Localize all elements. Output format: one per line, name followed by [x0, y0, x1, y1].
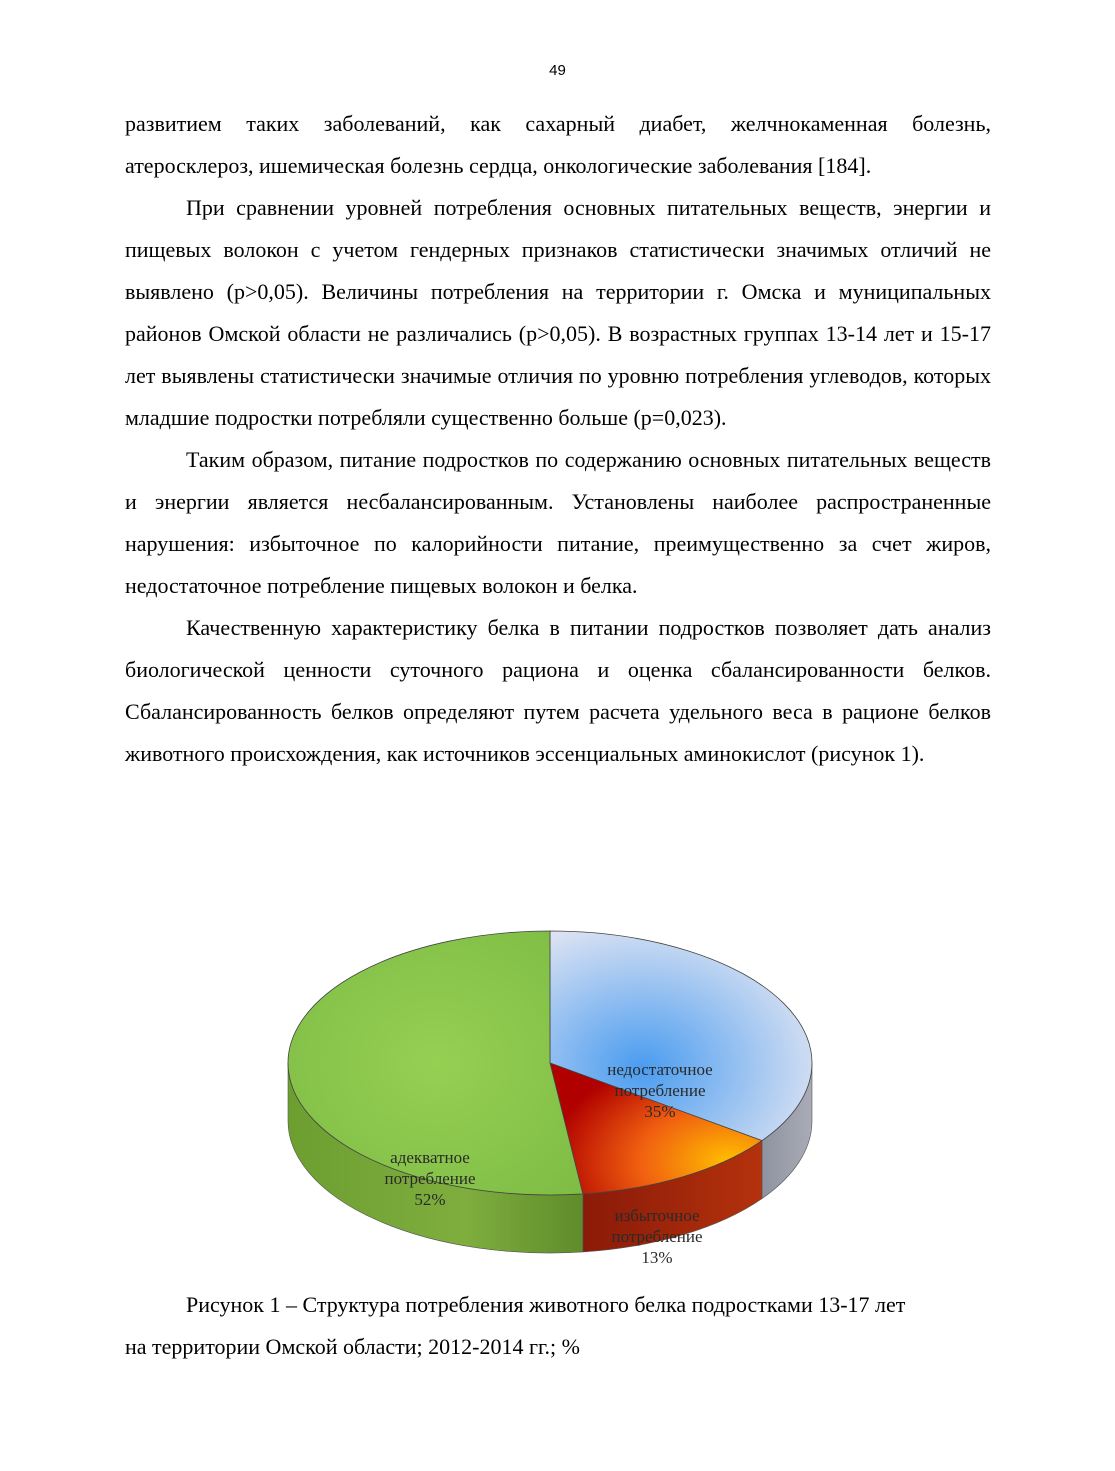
paragraph-1: развитием таких заболеваний, как сахарный диабет, желчнокаменная болезнь, атеросклероз, ишемическая болезнь сердца, онкологические заболевания [184].: [125, 111, 991, 178]
page-number: 49: [549, 62, 566, 79]
body-text: [125, 103, 991, 775]
figure-caption: [125, 1284, 991, 1368]
caption-line-2: на территории Омской области; 2012-2014 гг.; %: [125, 1334, 580, 1359]
pie-label-adequate: адекватное потребление 52%: [384, 1148, 476, 1209]
caption-line-1: Рисунок 1 – Структура потребления животного белка подростками 13-17 лет: [186, 1292, 906, 1317]
paragraph-3: Таким образом, питание подростков по содержанию основных питательных веществ и энергии является несбалансированным. Установлены наиболее распространенные нарушения: избыточное по калорийности питание, преимущественно за счет жиров, недостаточное потребление пищевых волокон и белка.: [125, 447, 991, 598]
pie-chart-svg: [270, 925, 830, 1267]
pie-label-excessive: избыточное потребление 13%: [611, 1206, 703, 1267]
pie-label-insufficient: недостаточное потребление 35%: [607, 1060, 713, 1121]
paragraph-4: Качественную характеристику белка в питании подростков позволяет дать анализ биологической ценности суточного рациона и оценка сбалансированности белков. Сбалансированность белков определяют путем расчета удельного веса в рационе белков животного происхождения, как источников эссенциальных аминокислот (рисунок 1).: [125, 615, 991, 766]
paragraph-2: При сравнении уровней потребления основных питательных веществ, энергии и пищевых волокон с учетом гендерных признаков статистически значимых отличий не выявлено (р>0,05). Величины потребления на территории г. Омска и муниципальных районов Омской области не различались (р>0,05). В возрастных группах 13-14 лет и 15-17 лет выявлены статистически значимые отличия по уровню потребления углеводов, которых младшие подростки потребляли существенно больше (р=0,023).: [125, 195, 991, 430]
pie-chart: [270, 925, 830, 1267]
